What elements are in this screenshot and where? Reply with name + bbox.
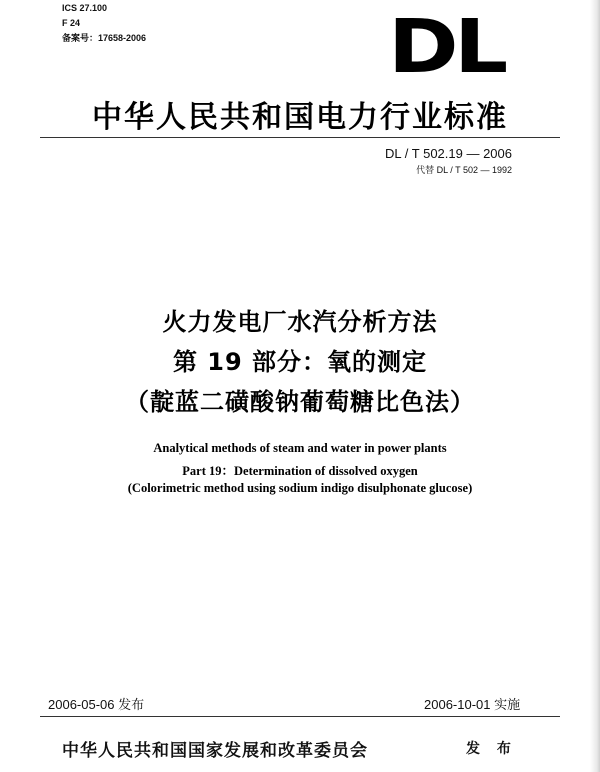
ics-code: ICS 27.100	[62, 3, 108, 13]
issuing-authority: 中华人民共和国国家发展和改革委员会	[62, 741, 368, 761]
title-zh-line2: 第 19 部分：氧的测定	[172, 348, 428, 376]
scan-edge-shadow	[590, 0, 600, 772]
record-number: 备案号：17658-2006	[62, 33, 147, 43]
title-en-line3: (Colorimetric method using sodium indigo disulphonate glucose)	[127, 481, 473, 495]
title-zh-line3: （靛蓝二磺酸钠葡萄糖比色法）	[125, 388, 475, 416]
title-en-line1: Analytical methods of steam and water in power plants	[153, 441, 447, 455]
standard-code: DL / T 502.19 — 2006	[385, 146, 512, 161]
implementation-date: 2006-10-01 实施	[424, 697, 521, 712]
title-zh-line1: 火力发电厂水汽分析方法	[162, 308, 438, 336]
dl-logo: DL	[388, 4, 504, 90]
title-en-line2: Part 19：Determination of dissolved oxygen	[182, 464, 418, 478]
replaces-standard: 代替 DL / T 502 — 1992	[416, 165, 512, 175]
footer-divider	[40, 716, 560, 717]
publish-label: 发 布	[466, 741, 517, 757]
standard-type-heading: 中华人民共和国电力行业标准	[92, 100, 508, 135]
header-divider	[40, 137, 560, 138]
classification-code: F 24	[62, 18, 81, 28]
issue-date: 2006-05-06 发布	[48, 697, 145, 712]
